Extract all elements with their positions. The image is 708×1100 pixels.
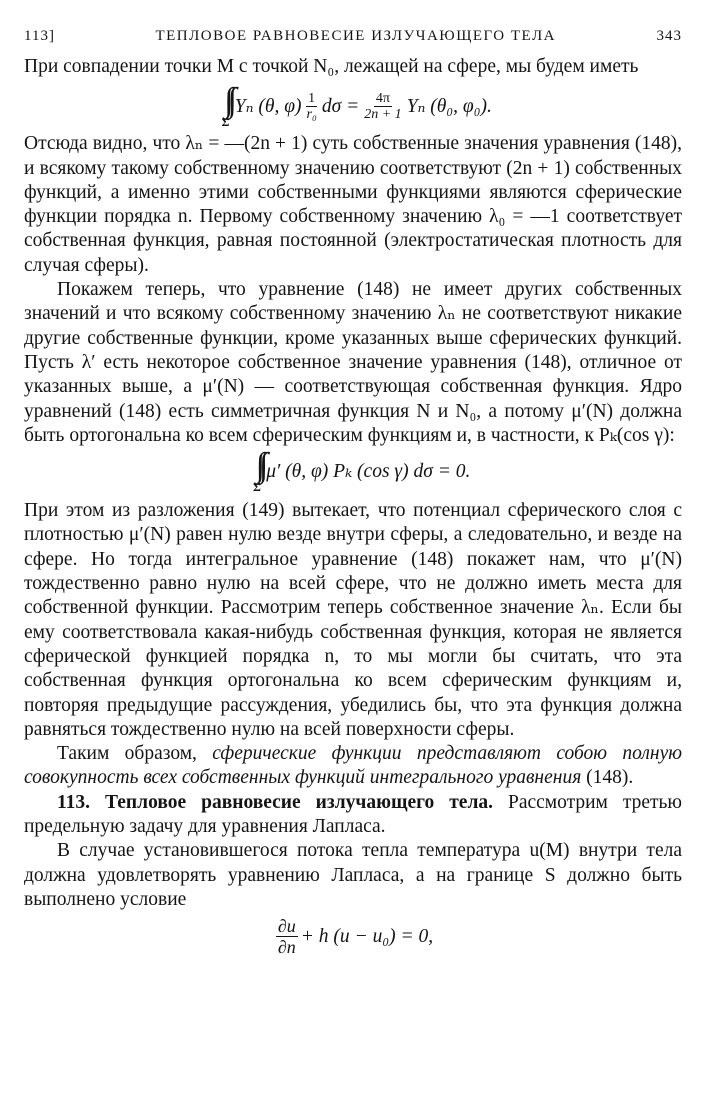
paragraph-7: В случае установившегося потока тепла температура u(M) внутри тела должна удовлетворять уравнению Лапласа, а на границе S должно быть выполнено условие (24, 840, 682, 910)
formula-left: Yₙ (θ, φ) (234, 95, 302, 117)
paragraph-2: Отсюда видно, что λₙ = —(2n + 1) суть собственные значения уравнения (148), и всякому такому собственному значению соответствуют (2n + 1) собственных функций, а именно этими собственными функциями являются сферические функции порядка n. Первому собственному значению λ₀ = —1 соответствует собственная функция, равная постоянной (электростатическая плотность для случая сферы). (24, 133, 682, 276)
fraction-one-over-r0: $\frac{1}{\text{r₀}}$ (306, 91, 317, 123)
paragraph-section-113 (24, 791, 682, 840)
formula-right: Yₙ (θ₀, φ₀). (406, 95, 492, 117)
section-heading: 113. Тепловое равновесие излучающего тела. (57, 791, 494, 813)
section-intro-text: Рассмотрим третью предельную задачу для уравнения Лапласа. (24, 791, 682, 838)
formula-orthogonality (24, 447, 682, 495)
p5-tail: (148). (581, 767, 634, 789)
formula-body: μ′ (θ, φ) Pₖ (cos γ) dσ = 0. (266, 460, 471, 482)
page-number: 343 (656, 28, 682, 44)
paragraph-4: При этом из разложения (149) вытекает, что потенциал сферического слоя с плотностью μ′(N) равен нулю везде внутри сферы, а следовательно, и везде на сфере. Но тогда интегральное уравнение (148) покажет нам, что μ′(N) тождественно равно нулю на всей сфере, что не должно иметь места для собственной функции. Рассмотрим теперь собственное значение λₙ. Если бы ему соответствовала какая-нибудь собственная функция, которая не является сферической функцией порядка n, то мы могли бы считать, что эта собственная функция ортогональна ко всем сферическим функциям и, повторяя предыдущие рассуждения, убедились бы, что эта функция должна равняться тождественно нулю на всей поверхности сферы. (24, 500, 682, 740)
running-head (24, 28, 682, 45)
p5-lead: Таким образом, (57, 743, 213, 765)
paragraph-3: Покажем теперь, что уравнение (148) не имеет других собственных значений и что всякому собственному значению λₙ не соответствуют никакие другие собственные функции, кроме указанных выше сферических функций. Пусть λ′ есть некоторое собственное значение уравнения (148), отличное от указанных выше, а μ′(N) — соответствующая собственная функция. Ядро уравнений (148) есть симметричная функция N и N₀, а потому μ′(N) должна быть ортогональна ко всем сферическим функциям и, в частности, к Pₖ(cos γ): (24, 279, 682, 446)
fraction-4pi: $\frac{4\pi}{2n + 1}$ (364, 91, 402, 123)
fraction-du-dn: $\frac{\partial u}{\partial n}$ (277, 916, 296, 958)
p5-italic-statement: сферические функции представляют собою полную совокупность всех собственных функций интегрального уравнения (24, 743, 682, 789)
paragraph-1: При совпадении точки M с точкой N₀, лежащей на сфере, мы будем иметь (24, 56, 639, 77)
section-number: 113] (24, 28, 55, 44)
formula-boundary-condition (24, 916, 682, 957)
formula-integral-eigen (24, 82, 682, 130)
paragraph-5 (24, 742, 682, 791)
double-integral-symbol: ∫∫ Σ (253, 447, 263, 495)
formula-rest: + h (u − u₀) = 0, (300, 925, 434, 947)
running-title: ТЕПЛОВОЕ РАВНОВЕСИЕ ИЗЛУЧАЮЩЕГО ТЕЛА (155, 28, 556, 44)
formula-middle: dσ = (321, 95, 360, 117)
double-integral-symbol: ∫∫ Σ (221, 82, 231, 130)
